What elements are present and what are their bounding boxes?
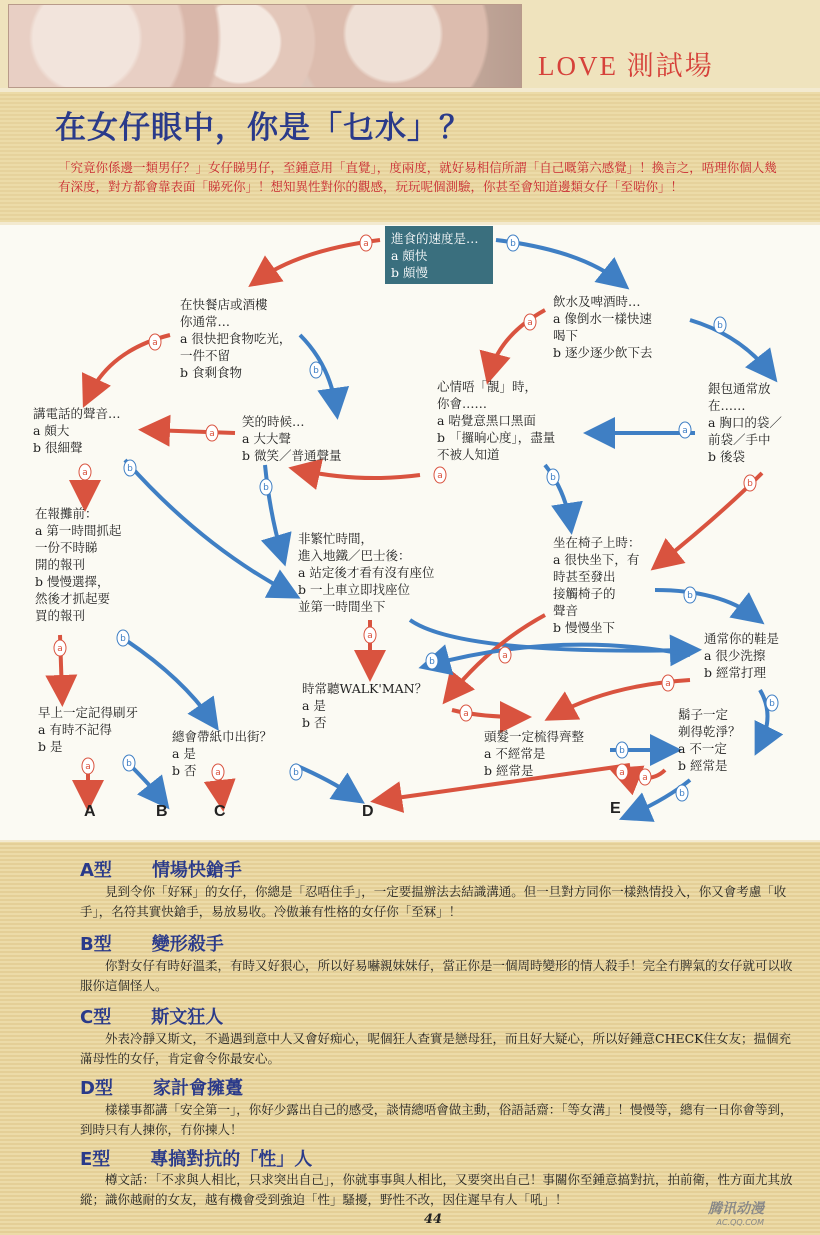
question-text: 在報攤前： [35, 506, 98, 521]
answer-b-cont: 買的報刊 [35, 608, 86, 623]
end-label-b: B [156, 803, 168, 820]
marker-a [364, 627, 376, 643]
result-title-a [80, 856, 242, 882]
marker-a [499, 647, 511, 663]
answer-a: a 啱覺意黑口黑面 [437, 413, 536, 428]
answer-a-cont: 一件不留 [180, 348, 231, 363]
answer-b: b 微笑／普通聲量 [242, 448, 342, 463]
rose-photo [8, 4, 522, 88]
marker-a [54, 640, 66, 656]
answer-a: a 站定後才看有沒有座位 [298, 565, 435, 580]
svg-text:a: a [642, 773, 648, 783]
marker-b [124, 460, 136, 476]
arrow-chair-b [655, 590, 755, 617]
result-name: 變形殺手 [151, 934, 224, 955]
result-type: A型 [80, 860, 112, 881]
answer-b: b 後袋 [708, 449, 745, 464]
question-text: 進食的速度是… [391, 231, 479, 246]
answer-b: b 否 [172, 763, 197, 778]
question-text: 銀包通常放 [708, 381, 771, 396]
intro-text: 「究竟你係邊一類男仔？」女仔睇男仔，至鍾意用「直覺」，度兩度，就好易相信所謂「自己嘅第六感覺」！換言之，唔理你個人幾有深度，對方都會靠表面「睇死你」！想知異性對你的觀感，玩玩呢個測驗，你甚至會知道邊類女仔「至啱你」！ [58, 160, 777, 194]
result-type: E型 [80, 1149, 111, 1170]
svg-text:b: b [717, 321, 723, 331]
svg-text:b: b [510, 239, 516, 249]
marker-b [117, 630, 129, 646]
result-title-e [80, 1145, 312, 1171]
watermark-subtext: AC.QQ.COM [716, 1218, 764, 1227]
watermark-text: 腾讯动漫 [708, 1201, 764, 1217]
result-type: C型 [80, 1007, 112, 1028]
svg-text:a: a [152, 338, 158, 348]
result-name: 家計會擁躉 [152, 1078, 243, 1099]
page-number: 44 [424, 1212, 443, 1227]
answer-b-cont: 然後才抓起要 [35, 591, 111, 606]
answer-a: a 很快坐下，有 [553, 552, 640, 567]
answer-b: b 經常是 [678, 758, 728, 773]
marker-a [79, 464, 91, 480]
marker-b [616, 742, 628, 758]
question-text: 講電話的聲音… [33, 406, 121, 421]
svg-text:b: b [747, 479, 753, 489]
answer-a: a 像倒水一樣快速 [553, 311, 652, 326]
svg-text:a: a [527, 318, 533, 328]
arrow-shoes-b [760, 690, 768, 745]
answer-b: b 逐少逐少飲下去 [553, 345, 653, 360]
answer-a: a 頗快 [391, 248, 428, 263]
answer-b: b 慢慢坐下 [553, 620, 615, 635]
arrow-laugh-b [265, 465, 282, 555]
svg-text:a: a [437, 471, 443, 481]
question-brush [38, 704, 138, 755]
question-text: 進入地鐵／巴士後： [298, 548, 411, 563]
answer-a: a 很快把食物吃光， [180, 331, 292, 346]
arrow-brush-b [130, 765, 162, 800]
question-text: 你會…… [437, 396, 488, 411]
svg-text:a: a [85, 762, 91, 772]
start-question-box [385, 226, 493, 284]
question-chair [553, 534, 641, 636]
result-title-b [80, 930, 224, 956]
answer-b: b 頗慢 [391, 265, 428, 280]
answer-a: a 第一時間抓起 [35, 523, 122, 538]
svg-text:a: a [619, 768, 625, 778]
marker-a [460, 705, 472, 721]
answer-b: b 一上車立即找座位 [298, 582, 410, 597]
question-text: 總會帶紙巾出街？ [172, 729, 273, 744]
arrow-drink-b [690, 320, 770, 373]
question-shoes [704, 630, 779, 681]
answer-a: a 胸口的袋／ [708, 415, 782, 430]
end-label-e: E [610, 800, 621, 817]
end-label-d: D [362, 803, 374, 820]
answer-b: b 食剩食物 [180, 365, 242, 380]
question-text: 坐在椅子上時： [553, 535, 641, 550]
question-train [298, 530, 434, 615]
answer-a-cont: 一份不時睇 [35, 540, 98, 555]
svg-text:b: b [126, 759, 132, 769]
marker-a [639, 769, 651, 785]
answer-b: b 否 [302, 715, 327, 730]
svg-text:b: b [619, 746, 625, 756]
svg-text:b: b [263, 483, 269, 493]
marker-a [206, 425, 218, 441]
marker-a [616, 764, 628, 780]
marker-b [507, 235, 519, 251]
arrow-laugh-a [150, 430, 235, 433]
answer-b: b 經常打理 [704, 665, 766, 680]
question-hair [484, 728, 584, 779]
question-wallet [708, 380, 782, 465]
svg-text:b: b [687, 591, 693, 601]
question-tissue [172, 728, 272, 779]
svg-text:b: b [679, 789, 685, 799]
question-text: 時常聽WALK'MAN？ [302, 681, 428, 696]
arrow-tissue-b [295, 765, 355, 797]
answer-a-cont: 喝下 [553, 328, 579, 343]
marker-a [434, 467, 446, 483]
result-title-c [80, 1003, 223, 1029]
answer-a: a 大大聲 [242, 431, 291, 446]
svg-text:a: a [82, 468, 88, 478]
top-banner [0, 0, 820, 88]
marker-a [679, 422, 691, 438]
question-text: 笑的時候… [242, 414, 305, 429]
result-text-a: 見到令你「好冧」的女仔，你總是「忍唔住手」，一定要揾辦法去結識溝通。但一旦對方同你一樣熱情投入，你又會考慮「收手」，名符其實快鎗手，易放易收。冷傲兼有性格的女仔你「至冧」！ [80, 884, 787, 919]
svg-text:a: a [57, 644, 63, 654]
svg-text:b: b [313, 366, 319, 376]
marker-b [744, 475, 756, 491]
question-laugh [242, 413, 341, 464]
result-type: D型 [80, 1078, 113, 1099]
question-text: 心情唔「靚」時， [437, 379, 538, 394]
answer-a-cont: 接觸椅子的 [553, 586, 616, 601]
answer-b: b 慢慢選擇， [35, 574, 110, 589]
question-drink [553, 293, 652, 361]
svg-text:b: b [293, 768, 299, 778]
question-text: 在快餐店或酒樓 [180, 297, 268, 312]
answer-b: b 經常是 [484, 763, 534, 778]
question-text: 通常你的鞋是 [704, 631, 780, 646]
svg-text:a: a [463, 709, 469, 719]
svg-text:a: a [367, 631, 373, 641]
question-newsstand [35, 505, 121, 624]
question-text: 剃得乾淨？ [678, 724, 741, 739]
answer-a: a 是 [302, 698, 326, 713]
svg-text:a: a [682, 426, 688, 436]
section-title: LOVE 測試場 [538, 51, 714, 81]
result-text-e: 樽文話：「不求與人相比，只求突出自己」，你就事事與人相比，又要突出自己！事關你至鍾意搞對抗，拍前衛，性方面尤其放縱；識你越耐的女友，越有機會受到強迫「性」騷擾，野性不改，因住遲早有人「吼」！ [80, 1172, 793, 1207]
question-text: 早上一定記得刷牙 [38, 705, 139, 720]
answer-a: a 頗大 [33, 423, 70, 438]
answer-a: a 有時不記得 [38, 722, 112, 737]
svg-text:a: a [209, 429, 215, 439]
question-walkman [302, 680, 427, 731]
result-text-b: 你對女仔有時好溫柔，有時又好狠心，所以好易嚇親妹妹仔，當正你是一個周時變形的情人殺手！完全冇脾氣的女仔就可以收服你這個怪人。 [80, 958, 793, 993]
watermark [708, 1198, 764, 1227]
arrow-mood-a [300, 470, 420, 478]
svg-text:a: a [363, 239, 369, 249]
result-name: 斯文狂人 [151, 1007, 224, 1028]
result-type: B型 [80, 934, 112, 955]
marker-a [662, 675, 674, 691]
answer-a-cont: 時甚至發出 [553, 569, 616, 584]
answer-a: a 很少洗擦 [704, 648, 766, 663]
arrow-drink-a [490, 310, 545, 373]
question-mood [437, 378, 555, 463]
result-text-c: 外表冷靜又斯文，不過遇到意中人又會好痴心，呢個狂人查實是戀母狂，而且好大疑心，所以好鍾意CHECK住女友；揾個充滿母性的女仔，肯定會令你最安心。 [80, 1031, 791, 1066]
result-name: 情場快鎗手 [151, 860, 242, 881]
marker-b [426, 653, 438, 669]
question-shave [678, 706, 741, 774]
svg-text:b: b [127, 464, 133, 474]
marker-b [123, 755, 135, 771]
svg-text:a: a [665, 679, 671, 689]
end-label-a: A [84, 803, 96, 820]
answer-a: a 不經常是 [484, 746, 546, 761]
answer-b: b 「攞晌心度」，盡量 [437, 430, 556, 445]
question-phone [33, 405, 121, 456]
question-text: 在…… [708, 398, 746, 413]
svg-text:b: b [550, 473, 556, 483]
question-text: 頭髮一定梳得齊整 [484, 729, 585, 744]
end-label-c: C [214, 803, 226, 820]
answer-a: a 不一定 [678, 741, 727, 756]
svg-text:b: b [429, 657, 435, 667]
svg-text:b: b [120, 634, 126, 644]
marker-a [82, 758, 94, 774]
marker-b [260, 479, 272, 495]
marker-a [149, 334, 161, 350]
marker-b [714, 317, 726, 333]
svg-text:b: b [769, 699, 775, 709]
answer-a-cont: 開的報刊 [35, 557, 86, 572]
question-text: 飲水及啤酒時… [553, 294, 641, 309]
answer-a-cont: 前袋／手中 [708, 432, 771, 447]
answer-b-cont: 不被人知道 [437, 447, 500, 462]
result-title-d [80, 1074, 243, 1100]
answer-a-cont: 聲音 [553, 603, 579, 618]
question-fastfood [180, 296, 291, 381]
marker-b [684, 587, 696, 603]
page-title: 在女仔眼中，你是「乜水」？ [55, 110, 471, 146]
answer-b: b 很細聲 [33, 440, 83, 455]
answer-b: b 是 [38, 739, 63, 754]
marker-b [310, 362, 322, 378]
question-text: 你通常… [180, 314, 231, 329]
marker-b [290, 764, 302, 780]
question-text: 鬍子一定 [678, 707, 729, 722]
svg-text:a: a [215, 768, 221, 778]
marker-a [524, 314, 536, 330]
marker-a [360, 235, 372, 251]
result-text-d: 樣樣事都講「安全第一」，你好少露出自己的感受，談情總唔會做主動，俗語話齋：「等女溝」！慢慢等，總有一日你會等到，到時只有人揀你，冇你揀人！ [80, 1102, 793, 1137]
answer-a: a 是 [172, 746, 196, 761]
answer-b-cont: 並第一時間坐下 [298, 599, 386, 614]
marker-b [766, 695, 778, 711]
svg-text:a: a [502, 651, 508, 661]
result-name: 專搞對抗的「性」人 [150, 1149, 313, 1170]
question-text: 非繁忙時間， [298, 531, 374, 546]
marker-b [547, 469, 559, 485]
marker-b [676, 785, 688, 801]
